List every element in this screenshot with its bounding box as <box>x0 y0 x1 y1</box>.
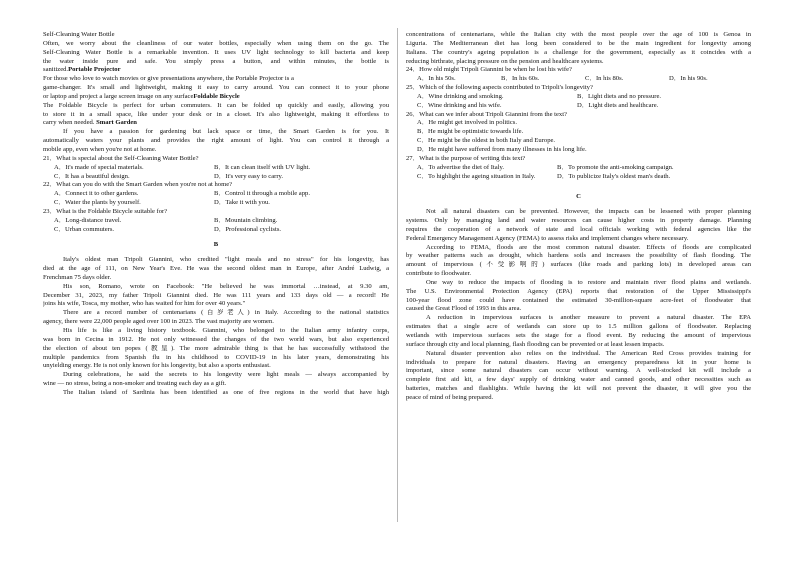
passage-b-line: Frenchman 75 days older. <box>43 273 112 281</box>
q25-options-row <box>406 93 751 102</box>
passage-c-line: amount of impervious (不受影响的) surfaces (like roads and parking lots) in developed areas can <box>406 261 751 269</box>
question-26: 26．What can we infer about Tripoli Giannini from the text? <box>406 110 567 118</box>
q27-options-row <box>406 173 751 182</box>
q26-option-row <box>406 137 751 146</box>
passage-a-line: If you have a passion for gardening but lack space or time, the Smart Garden is for you. It <box>63 128 389 136</box>
question-22: 22．What can you do with the Smart Garden when you're not at home? <box>43 181 233 189</box>
q27-option-d[interactable]: D．To publicize Italy's oldest man's death. <box>557 172 671 180</box>
passage-c-line: by weather patterns such as drought, which hardens soils and increases the possibility of flash flooding. The <box>406 252 751 260</box>
passage-a-line <box>43 66 389 75</box>
passage-a-line: automatically waters your plants and provides the right amount of light. You can control it through a <box>43 137 389 145</box>
q21-option-a[interactable]: A．It's made of special materials. <box>54 163 144 171</box>
passage-a-line: game-changer. It's small and lightweight, making it easy to carry around. You can connect it to your phone <box>43 84 389 92</box>
q22-option-b[interactable]: B．Control it through a mobile app. <box>214 190 310 198</box>
q21-options-row <box>43 173 389 182</box>
q23-option-a[interactable]: A．Long-distance travel. <box>54 216 122 224</box>
q21-option-d[interactable]: D．It's very easy to carry. <box>214 172 284 180</box>
q23-option-b[interactable]: B．Mountain climbing. <box>214 216 278 224</box>
passage-b-line: December 31, 2023, my father Tripoli Giannini died. He was 111 years and 133 days old — a record! He <box>43 291 389 299</box>
q24-option-d[interactable]: D．In his 90s. <box>669 75 708 83</box>
passage-a-line: the water inside pure and safe. You simply press a button, and within minutes, the bottle is <box>43 57 389 65</box>
column-divider <box>397 28 398 522</box>
q22-option-d[interactable]: D．Take it with you. <box>214 199 270 207</box>
q26-option-row <box>406 128 751 137</box>
passage-a-title: Self-Cleaning Water Bottle <box>43 31 115 38</box>
q25-option-a[interactable]: A．Wine drinking and smoking. <box>417 92 504 100</box>
passage-b-line: Italy's oldest man Tripoli Giannini, who credited "light meals and no stress" for his longevity, has <box>63 256 389 264</box>
passage-c-line: A reduction in impervious surfaces is another measure to prevent a natural disaster. The EPA <box>426 314 751 322</box>
passage-c <box>406 208 751 403</box>
passage-b-line: died at the age of 111, on New Year's Eve. He was the second oldest man in Europe, after André Ludwig, a <box>43 265 389 273</box>
q26-option-b[interactable]: B．He might be optimistic towards life. <box>417 128 524 136</box>
question-25: 25．Which of the following aspects contributed to Tripoli's longevity? <box>406 84 593 92</box>
q23-options-row <box>43 217 389 226</box>
q23-option-d[interactable]: D．Professional cyclists. <box>214 225 282 233</box>
passage-b-line: was born in Cecina in 1912. He not only witnessed the changes of the two world wars, but also experienced <box>43 335 389 343</box>
question-21: 21．What is special about the Self-Cleaning Water Bottle? <box>43 154 199 162</box>
q26-option-c[interactable]: C．He might be the oldest in both Italy and Europe. <box>417 137 556 145</box>
passage-c-line: Not all natural disasters can be prevented. However, the impacts can be lessened with proper planning <box>426 208 751 216</box>
passage-c-line: Natural disaster prevention also relies on the individual. The American Red Cross provides training for <box>426 349 751 357</box>
passage-c-line: surface through city and local planning, flash flooding can be prevented or at least lessen impacts. <box>406 340 665 348</box>
q25-option-c[interactable]: C．Wine drinking and his wife. <box>417 101 502 109</box>
passage-c-line: requires the cooperation of a network of state and local officials working with federal agencies like the <box>406 225 751 233</box>
question-27: 27．What is the purpose of writing this text? <box>406 154 526 162</box>
passage-c-line: wetlands with impervious surfaces sets the stage for a flood event. By reducing the amount of impervious <box>406 332 751 339</box>
passage-b-line: multiple pandemics from Spanish flu in his childhood to COVID-19 in his later years, demonstrating his <box>43 353 389 361</box>
passage-c-line: complete first aid kit, a few days' supply of drinking water and canned goods, and other necessities such as <box>406 376 751 384</box>
passage-a-line <box>43 93 389 102</box>
passage-a-line: Often, we worry about the cleanliness of our water bottles, especially when using them on the go. The <box>43 39 389 47</box>
passage-a-text: carry when needed. <box>43 119 95 127</box>
q22-options-row <box>43 199 389 208</box>
q22-options-row <box>43 190 389 199</box>
heading-foldable-bicycle: Foldable Bicycle <box>193 92 240 100</box>
heading-smart-garden: Smart Garden <box>96 119 137 127</box>
q27-option-b[interactable]: B．To promote the anti-smoking campaign. <box>557 163 674 171</box>
section-c-heading: C <box>576 193 581 201</box>
right-column <box>406 31 751 403</box>
passage-a-text: sanitized. <box>43 66 69 74</box>
passage-c-line: One way to reduce the impacts of flooding is to restore and maintain river flood plains and wetlands. <box>426 278 751 286</box>
q27-option-a[interactable]: A．To advertise the diet of Italy. <box>417 163 504 171</box>
passage-b-line: wine — no stress, being a non-smoker and treating each day as a gift. <box>43 380 227 388</box>
passage-b-line: reducing birthrate, placing pressure on the pension and healthcare systems. <box>406 57 604 65</box>
passage-a-text: or laptop and project a large screen image on any surface <box>43 92 194 100</box>
passage-b-line: His life is like a living history textbook. Giannini, who belonged to the Italian army infantry corps, <box>63 327 389 334</box>
q26-option-row <box>406 146 751 155</box>
q26-option-a[interactable]: A．He might get involved in politics. <box>417 119 517 127</box>
passage-c-line: According to FEMA, floods are the most common natural disaster. Effects of floods are complicated <box>426 243 751 251</box>
passage-a-line: to store it in a small space, like under your desk or in a closet. It's also lightweight, making it effortless to <box>43 110 389 118</box>
passage-a-line: Self-Cleaning Water Bottle is a remarkable invention. It uses UV light technology to kill bacteria and keep <box>43 48 389 56</box>
passage-a-line: mobile app, even when you're not at home. <box>43 145 157 153</box>
passage-c-line: The U.S. Environmental Protection Agency (EPA) reports that restoration of the Upper Mississippi's <box>406 287 751 295</box>
passage-c-line: peace of mind of being prepared. <box>406 393 494 401</box>
passage-b-line: unyielding energy. He is not only known for his longevity, but also a sports enthusiast. <box>43 362 271 370</box>
passage-c-line: systems. Only by managing land and water resources can cause higher costs in property damage. Planning <box>406 217 751 225</box>
q26-option-d[interactable]: D．He might have suffered from many illnesses in his long life. <box>417 145 587 153</box>
q22-option-c[interactable]: C．Water the plants by yourself. <box>54 199 141 207</box>
passage-b <box>43 256 389 398</box>
passage-b-line: joins his wife, Tosca, my mother, who has waited for him for over 40 years." <box>43 300 246 308</box>
passage-b-line: the election of about ten popes (教皇). The more admirable thing is that he has successfully withstood the <box>43 344 389 352</box>
question-23: 23．What is the Foldable Bicycle suitable for? <box>43 207 168 215</box>
q25-option-d[interactable]: D．Light diets and healthcare. <box>577 101 659 109</box>
q21-option-c[interactable]: C．It has a beautiful design. <box>54 172 130 180</box>
passage-b-line: There are a record number of centenarians (百岁老人) in Italy. According to the national statistics <box>63 309 389 317</box>
passage-a-line: The Foldable Bicycle is perfect for urban commuters. It can be folded up quickly and easily, allowing you <box>43 101 389 109</box>
passage-c-line: 100-year flood zone could have contained the estimated 30-million-square acre-feet of floodwater that <box>406 296 751 304</box>
heading-portable-projector: Portable Projector <box>68 66 121 74</box>
passage-b-line: Liguria. The Mediterranean diet has long been considered to be the main ingredient for longevity among <box>406 39 751 47</box>
passage-b-line: His son, Romano, wrote on Facebook: "He believed he was immortal …instead, at 9.30 am, <box>63 282 389 290</box>
left-column <box>43 31 389 398</box>
q23-options-row <box>43 226 389 235</box>
q24-option-b[interactable]: B．In his 60s. <box>501 75 540 83</box>
section-b-heading: B <box>213 241 219 249</box>
passage-a-line: For those who love to watch movies or give presentations anywhere, the Portable Projector is a <box>43 75 294 83</box>
q24-options-row <box>406 75 751 84</box>
q24-option-c[interactable]: C．In his 80s. <box>585 75 624 83</box>
passage-b-line: agency, there were 22,000 people aged over 100 in 2023. The vast majority are women. <box>43 318 274 326</box>
passage-b-line: The Italian island of Sardinia has been identified as one of five regions in the world that have high <box>63 388 389 396</box>
q27-options-row <box>406 164 751 173</box>
q22-option-a[interactable]: A．Connect it to other gardens. <box>54 190 139 198</box>
q25-option-b[interactable]: B．Light diets and no pressure. <box>577 92 662 100</box>
passage-a-line <box>43 119 389 128</box>
question-24: 24．How old might Tripoli Giannini be when he lost his wife? <box>406 66 572 74</box>
passage-c-line: Federal Emergency Management Agency (FEMA) to assess risks and implement changes where necessary. <box>406 234 689 242</box>
q23-option-c[interactable]: C．Urban commuters. <box>54 225 115 233</box>
passage-c-line: batteries, matches and flashlights. While having the kit will not prevent the disaster, it will give you the <box>406 385 751 393</box>
passage-b-line: During celebrations, he said the secrets to his longevity were light meals — always accompanied by <box>63 371 389 379</box>
passage-c-line: estimates that a single acre of wetlands can store up to 1.5 million gallons of floodwater. Replacing <box>406 323 751 331</box>
passage-b-line: Italians. The country's ageing population is a challenge for the government, especially as it coincides with a <box>406 48 751 56</box>
q24-option-a[interactable]: A．In his 50s. <box>417 75 456 83</box>
passage-c-line: caused the Great Flood of 1993 in this area. <box>406 305 522 313</box>
q27-option-c[interactable]: C．To highlight the ageing situation in Italy. <box>417 172 536 180</box>
q25-options-row <box>406 102 751 111</box>
passage-c-line: individuals to prepare for natural disasters. Having an emergency preparedness kit in your home is <box>406 358 751 366</box>
passage-b-line: concentrations of centenarians, while the Italian city with the most people over the age of 100 is Genoa in <box>406 31 751 38</box>
passage-c-line: contribute to floodwater. <box>406 270 472 278</box>
q21-options-row <box>43 164 389 173</box>
passage-c-line: important, since some natural disasters can occur without warning. A well-stocked kit will include a <box>406 367 751 375</box>
q21-option-b[interactable]: B．It can clean itself with UV light. <box>214 163 311 171</box>
q26-option-row <box>406 119 751 128</box>
